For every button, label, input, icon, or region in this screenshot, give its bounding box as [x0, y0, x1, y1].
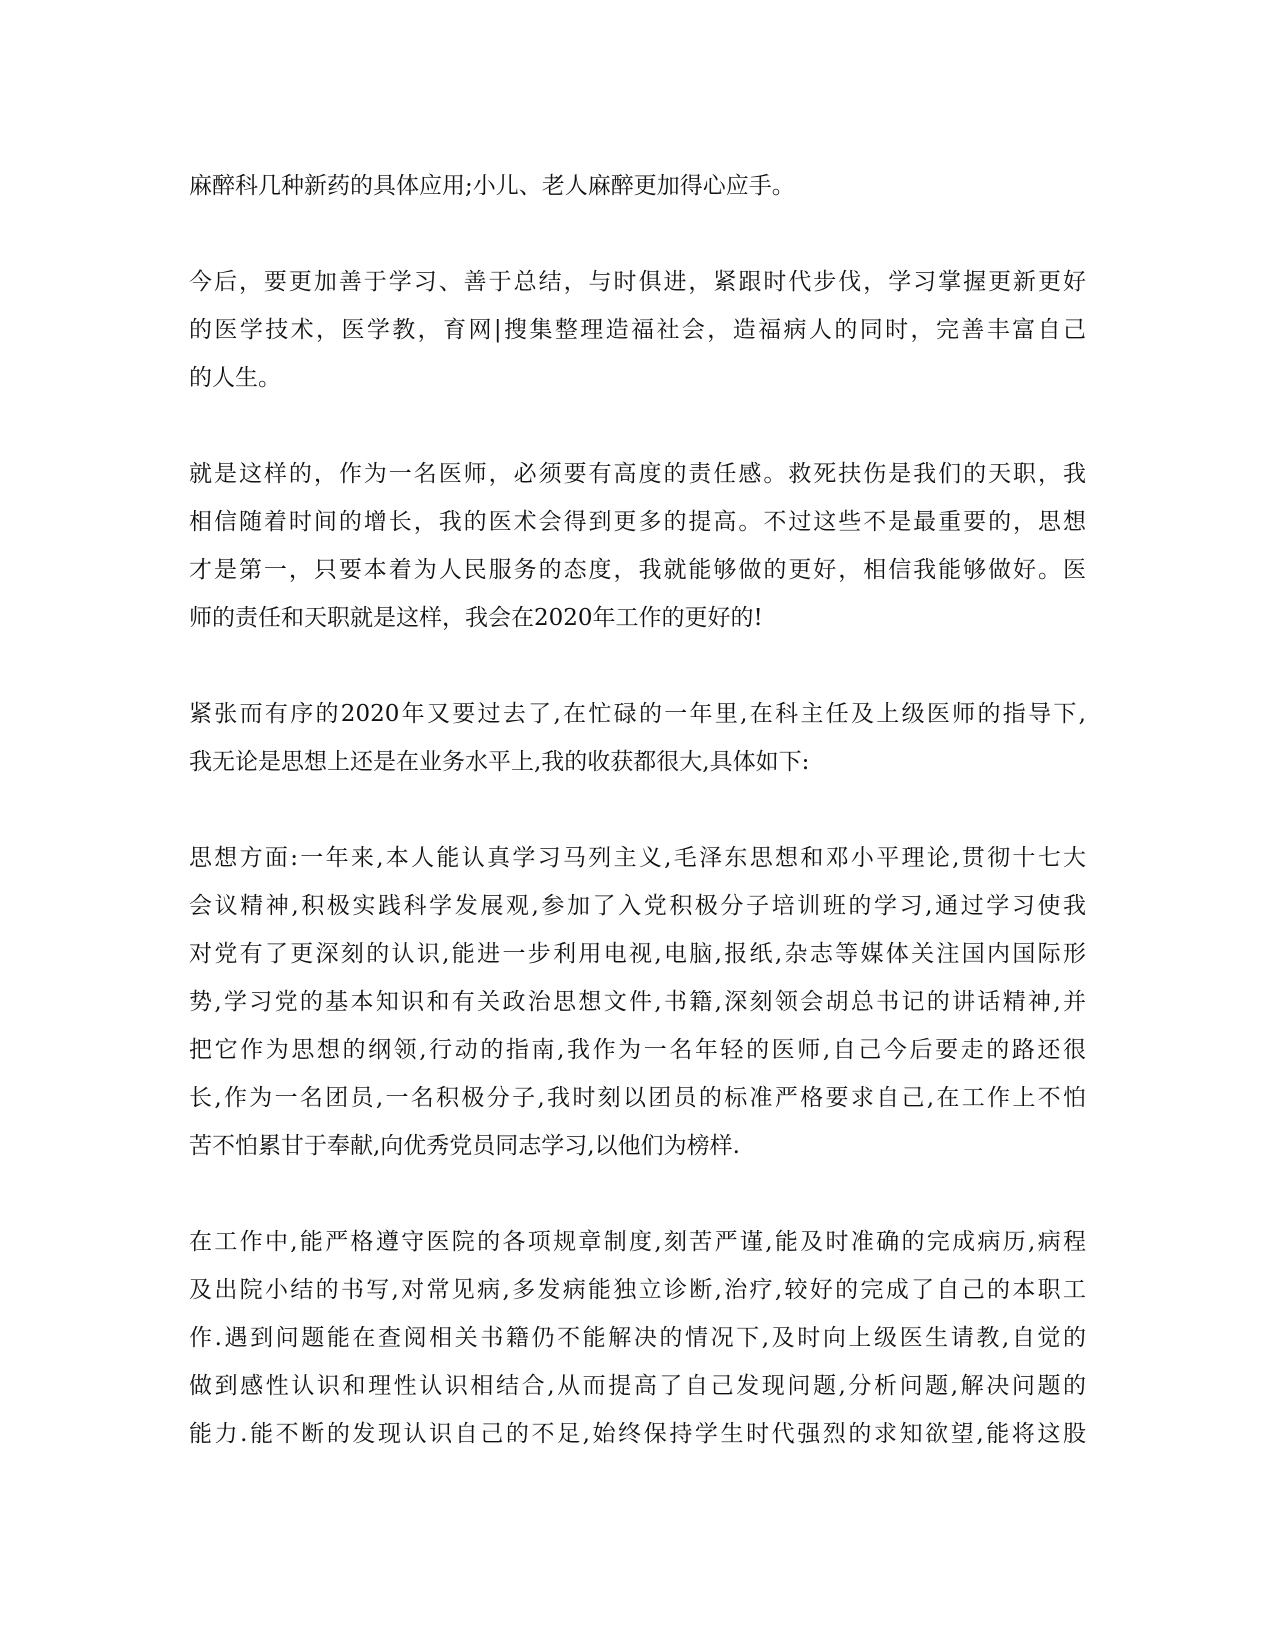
text-line: 思想方面:一年来,本人能认真学习马列主义,毛泽东思想和邓小平理论,贯彻十七大: [189, 845, 1086, 871]
text-line: 势,学习党的基本知识和有关政治思想文件,书籍,深刻领会胡总书记的讲话精神,并: [189, 989, 1086, 1015]
text-line: 才是第一，只要本着为人民服务的态度，我就能够做的更好，相信我能够做好。医: [189, 557, 1086, 583]
paragraph: [189, 450, 1086, 642]
paragraph: [189, 834, 1086, 1170]
text-line: 就是这样的，作为一名医师，必须要有高度的责任感。救死扶伤是我们的天职，我: [189, 461, 1086, 487]
text-line: 能力.能不断的发现认识自己的不足,始终保持学生时代强烈的求知欲望,能将这股: [189, 1421, 1086, 1447]
text-line: 作.遇到问题能在查阅相关书籍仍不能解决的情况下,及时向上级医生请教,自觉的: [189, 1325, 1086, 1351]
paragraph: [189, 258, 1086, 402]
paragraph: [189, 690, 1086, 786]
text-line: 对党有了更深刻的认识,能进一步利用电视,电脑,报纸,杂志等媒体关注国内国际形: [189, 941, 1086, 967]
text-line: 的医学技术，医学教，育网|搜集整理造福社会，造福病人的同时，完善丰富自己: [189, 317, 1086, 343]
text-line: 的人生。: [189, 365, 281, 391]
text-line: 紧张而有序的2020年又要过去了,在忙碌的一年里,在科主任及上级医师的指导下,: [189, 701, 1086, 727]
text-line: 长,作为一名团员,一名积极分子,我时刻以团员的标准严格要求自己,在工作上不怕: [189, 1085, 1086, 1111]
paragraph: [189, 162, 1086, 210]
text-line: 把它作为思想的纲领,行动的指南,我作为一名年轻的医师,自己今后要走的路还很: [189, 1037, 1086, 1063]
text-line: 相信随着时间的增长，我的医术会得到更多的提高。不过这些不是最重要的，思想: [189, 509, 1086, 535]
text-line: 做到感性认识和理性认识相结合,从而提高了自己发现问题,分析问题,解决问题的: [189, 1373, 1086, 1399]
text-line: 苦不怕累甘于奉献,向优秀党员同志学习,以他们为榜样.: [189, 1133, 740, 1159]
text-line: 我无论是思想上还是在业务水平上,我的收获都很大,具体如下:: [189, 749, 810, 775]
paragraph: [189, 1218, 1086, 1458]
text-line: 会议精神,积极实践科学发展观,参加了入党积极分子培训班的学习,通过学习使我: [189, 893, 1086, 919]
text-line: 麻醉科几种新药的具体应用;小儿、老人麻醉更加得心应手。: [189, 173, 795, 199]
text-line: 在工作中,能严格遵守医院的各项规章制度,刻苦严谨,能及时准确的完成病历,病程: [189, 1229, 1086, 1255]
text-line: 今后，要更加善于学习、善于总结，与时俱进，紧跟时代步伐，学习掌握更新更好: [189, 269, 1086, 295]
text-line: 及出院小结的书写,对常见病,多发病能独立诊断,治疗,较好的完成了自己的本职工: [189, 1277, 1086, 1303]
text-line: 师的责任和天职就是这样，我会在2020年工作的更好的!: [189, 605, 763, 631]
document-body: [189, 162, 1086, 1506]
